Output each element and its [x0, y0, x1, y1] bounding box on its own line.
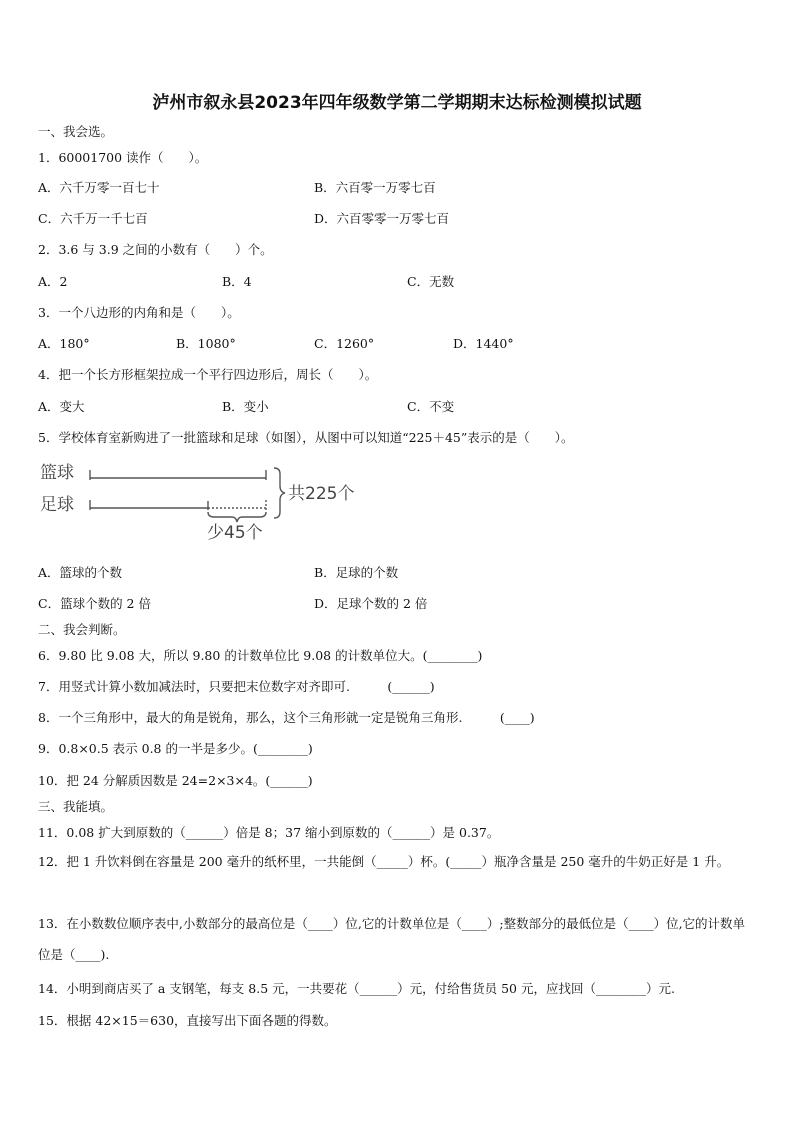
q4-option-c: C．不变 [407, 399, 455, 414]
q2-option-a: A．2 [38, 274, 68, 289]
q2-option-c: C．无数 [407, 274, 455, 289]
question-11: 11．0.08 扩大到原数的（______）倍是 8；37 缩小到原数的（______）是 0.37。 [38, 825, 500, 840]
q4-option-a: A．变大 [38, 399, 85, 414]
q3-option-c: C．1260° [314, 336, 375, 351]
q1-option-d: D．六百零零一万零七百 [314, 211, 450, 226]
question-3: 3．一个八边形的内角和是（ ）。 [38, 305, 240, 320]
question-13: 13．在小数数位顺序表中,小数部分的最高位是（____）位,它的计数单位是（____）;整数部分的最低位是（____）位,它的计数单位是（____). [38, 916, 746, 962]
diagram-label-basketball: 篮球 [40, 463, 74, 483]
q2-option-b: B．4 [222, 274, 252, 289]
q5-option-c: C．篮球个数的 2 倍 [38, 596, 151, 611]
section-2-heading: 二、我会判断。 [38, 622, 126, 637]
q5-option-a: A．篮球的个数 [38, 565, 123, 580]
question-15: 15．根据 42×15＝630，直接写出下面各题的得数。 [38, 1013, 337, 1028]
q5-option-b: B．足球的个数 [314, 565, 399, 580]
difference-brace [208, 512, 266, 522]
page-title: 泸州市叙永县2023年四年级数学第二学期期末达标检测模拟试题 [152, 93, 642, 113]
q4-option-b: B．变小 [222, 399, 269, 414]
football-bar [90, 500, 266, 510]
q1-option-c: C．六千万一千七百 [38, 211, 148, 226]
diagram-label-total: 共225个 [288, 484, 355, 504]
question-1: 1．60001700 读作（ ）。 [38, 150, 208, 165]
q1-option-b: B．六百零一万零七百 [314, 180, 436, 195]
section-3-heading: 三、我能填。 [38, 799, 114, 814]
q3-option-b: B．1080° [176, 336, 236, 351]
question-14: 14．小明到商店买了 a 支钢笔，每支 8.5 元，一共要花（______）元，付给售货员 50 元，应找回（________）元. [38, 981, 675, 996]
section-1-heading: 一、我会选。 [38, 124, 114, 139]
question-10: 10．把 24 分解质因数是 24=2×3×4。(______) [38, 773, 313, 788]
total-brace [274, 468, 285, 518]
q3-option-a: A．180° [38, 336, 90, 351]
question-4: 4．把一个长方形框架拉成一个平行四边形后，周长（ ）。 [38, 367, 378, 382]
diagram-label-less: 少45个 [207, 523, 263, 543]
q1-option-a: A．六千万零一百七十 [38, 180, 160, 195]
diagram-label-football: 足球 [40, 495, 74, 515]
question-7: 7．用竖式计算小数加减法时，只要把末位数字对齐即可. (______) [38, 679, 435, 694]
question-5: 5．学校体育室新购进了一批篮球和足球（如图），从图中可以知道“225＋45”表示的是（ ）。 [38, 430, 574, 445]
question-8: 8．一个三角形中，最大的角是锐角，那么，这个三角形就一定是锐角三角形. (____) [38, 710, 535, 725]
question-6: 6．9.80 比 9.08 大，所以 9.80 的计数单位比 9.08 的计数单位大。(________) [38, 648, 483, 663]
q5-segment-diagram [38, 452, 368, 544]
q3-option-d: D．1440° [453, 336, 514, 351]
question-9: 9．0.8×0.5 表示 0.8 的一半是多少。(________) [38, 741, 313, 756]
question-2: 2．3.6 与 3.9 之间的小数有（ ）个。 [38, 242, 273, 257]
question-12: 12．把 1 升饮料倒在容量是 200 毫升的纸杯里，一共能倒（_____）杯。(_____）瓶净含量是 250 毫升的牛奶正好是 1 升。 [38, 854, 730, 869]
q5-option-d: D．足球个数的 2 倍 [314, 596, 428, 611]
basketball-bar [90, 470, 266, 480]
